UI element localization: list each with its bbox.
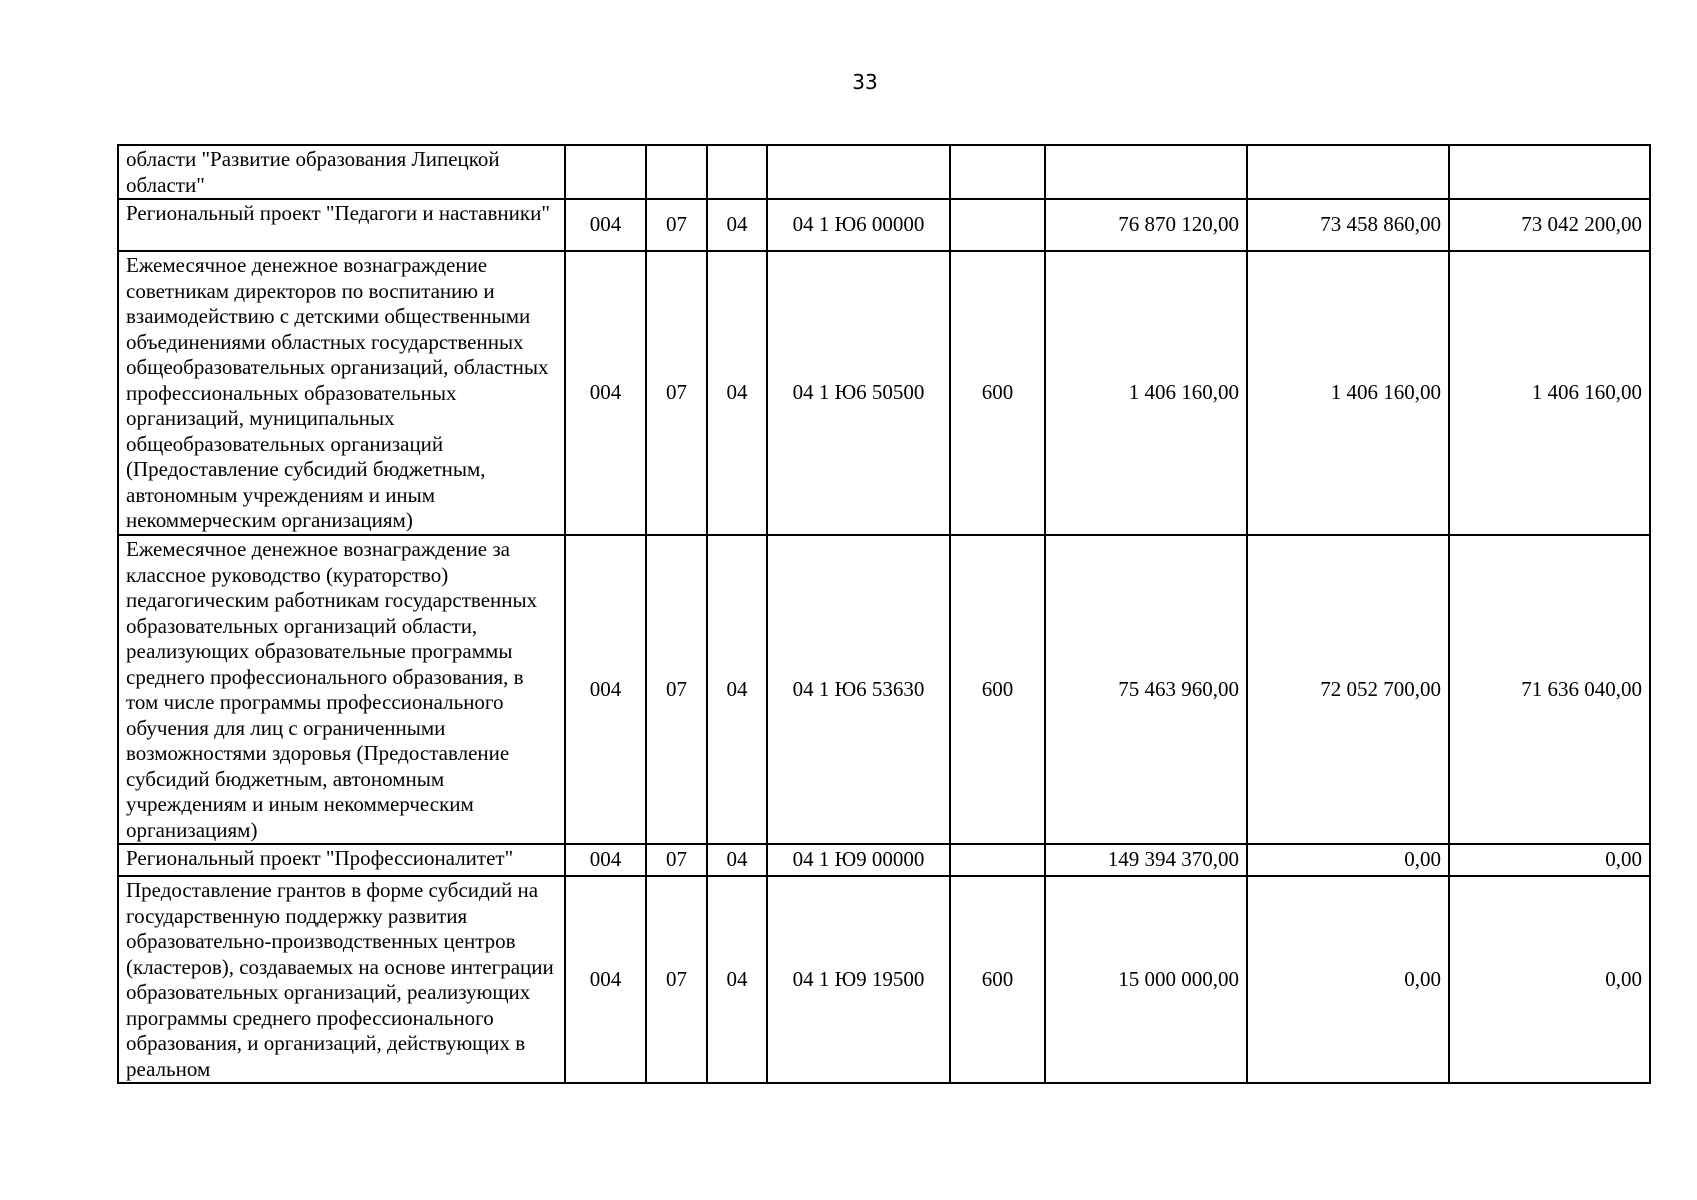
table-row <box>118 145 1650 199</box>
expense-type-cell <box>950 145 1045 199</box>
table-row <box>118 251 1650 535</box>
row-name-cell: Региональный проект "Профессионалитет" <box>118 844 565 876</box>
ved-cell: 004 <box>565 844 646 876</box>
target-article-cell: 04 1 Ю6 00000 <box>767 199 950 251</box>
section-cell: 07 <box>646 535 707 844</box>
section-cell: 07 <box>646 876 707 1083</box>
ved-cell <box>565 145 646 199</box>
table-row <box>118 844 1650 876</box>
target-article-cell: 04 1 Ю6 50500 <box>767 251 950 535</box>
amount-year3-cell: 71 636 040,00 <box>1449 535 1650 844</box>
budget-table <box>117 144 1651 1084</box>
amount-year1-cell: 76 870 120,00 <box>1045 199 1247 251</box>
table-row <box>118 535 1650 844</box>
amount-year3-cell: 0,00 <box>1449 844 1650 876</box>
expense-type-cell: 600 <box>950 876 1045 1083</box>
page-number: 33 <box>852 70 878 94</box>
section-cell: 07 <box>646 251 707 535</box>
section-cell: 07 <box>646 199 707 251</box>
target-article-cell: 04 1 Ю9 19500 <box>767 876 950 1083</box>
subsection-cell: 04 <box>707 844 767 876</box>
amount-year2-cell: 73 458 860,00 <box>1247 199 1449 251</box>
row-name-cell: Региональный проект "Педагоги и наставники" <box>118 199 565 251</box>
row-name-cell: области "Развитие образования Липецкой области" <box>118 145 565 199</box>
amount-year3-cell: 0,00 <box>1449 876 1650 1083</box>
ved-cell: 004 <box>565 535 646 844</box>
amount-year2-cell: 1 406 160,00 <box>1247 251 1449 535</box>
amount-year2-cell: 72 052 700,00 <box>1247 535 1449 844</box>
section-cell: 07 <box>646 844 707 876</box>
subsection-cell: 04 <box>707 876 767 1083</box>
amount-year2-cell: 0,00 <box>1247 876 1449 1083</box>
amount-year1-cell <box>1045 145 1247 199</box>
ved-cell: 004 <box>565 876 646 1083</box>
amount-year1-cell: 1 406 160,00 <box>1045 251 1247 535</box>
section-cell <box>646 145 707 199</box>
expense-type-cell: 600 <box>950 535 1045 844</box>
amount-year3-cell: 1 406 160,00 <box>1449 251 1650 535</box>
table-row <box>118 199 1650 251</box>
row-name-cell: Ежемесячное денежное вознаграждение советникам директоров по воспитанию и взаимодействию с детскими общественными объединениями областных государственных общеобразовательных организаций, областных профессиональных образовательных организаций, муниципальных общеобразовательных организаций (Предоставление субсидий бюджетным, автономным учреждениям и иным некоммерческим организациям) <box>118 251 565 535</box>
expense-type-cell: 600 <box>950 251 1045 535</box>
target-article-cell: 04 1 Ю9 00000 <box>767 844 950 876</box>
row-name-cell: Предоставление грантов в форме субсидий на государственную поддержку развития образовательно-производственных центров (кластеров), создаваемых на основе интеграции образовательных организаций, реализующих программы среднего профессионального образования, и организаций, действующих в реальном <box>118 876 565 1083</box>
subsection-cell: 04 <box>707 535 767 844</box>
table-row <box>118 876 1650 1083</box>
target-article-cell <box>767 145 950 199</box>
amount-year1-cell: 149 394 370,00 <box>1045 844 1247 876</box>
amount-year2-cell <box>1247 145 1449 199</box>
expense-type-cell <box>950 199 1045 251</box>
ved-cell: 004 <box>565 199 646 251</box>
amount-year1-cell: 75 463 960,00 <box>1045 535 1247 844</box>
expense-type-cell <box>950 844 1045 876</box>
amount-year3-cell <box>1449 145 1650 199</box>
row-name-cell: Ежемесячное денежное вознаграждение за классное руководство (кураторство) педагогическим работникам государственных образовательных организаций области, реализующих образовательные программы среднего профессионального образования, в том числе программы профессионального обучения для лиц с ограниченными возможностями здоровья (Предоставление субсидий бюджетным, автономным учреждениям и иным некоммерческим организациям) <box>118 535 565 844</box>
amount-year3-cell: 73 042 200,00 <box>1449 199 1650 251</box>
subsection-cell <box>707 145 767 199</box>
ved-cell: 004 <box>565 251 646 535</box>
amount-year1-cell: 15 000 000,00 <box>1045 876 1247 1083</box>
amount-year2-cell: 0,00 <box>1247 844 1449 876</box>
subsection-cell: 04 <box>707 251 767 535</box>
target-article-cell: 04 1 Ю6 53630 <box>767 535 950 844</box>
subsection-cell: 04 <box>707 199 767 251</box>
